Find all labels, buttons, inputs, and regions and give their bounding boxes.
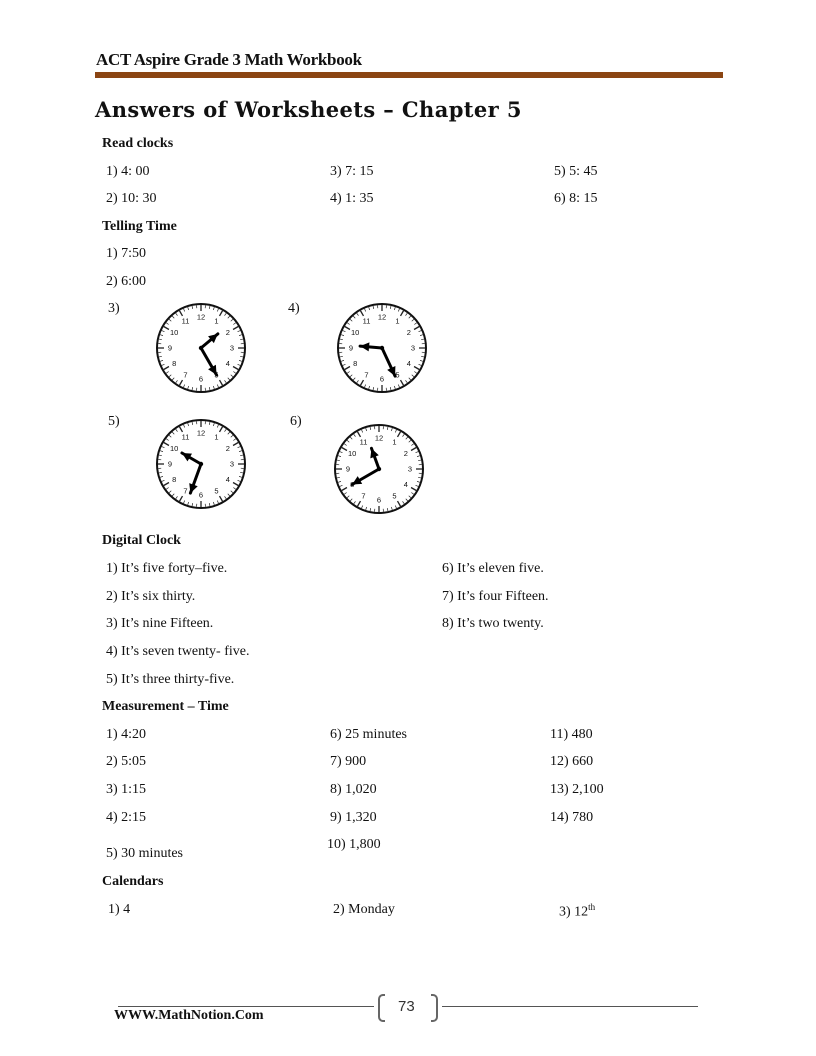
clock-numeral-12: 12 bbox=[196, 312, 206, 322]
measurement-item-6: 6) 25 minutes bbox=[330, 727, 407, 742]
clock-numeral-6: 6 bbox=[376, 495, 382, 505]
read-clocks-item-2: 2) 10: 30 bbox=[106, 191, 157, 206]
measurement-item-9: 9) 1,320 bbox=[330, 810, 377, 825]
clock-numeral-5: 5 bbox=[392, 491, 397, 501]
clock-numeral-11: 11 bbox=[181, 432, 190, 442]
clock-numeral-6: 6 bbox=[198, 490, 204, 500]
footer-rule-left bbox=[118, 1006, 374, 1007]
read-clocks-item-4: 4) 1: 35 bbox=[330, 191, 374, 206]
digital-clock-item-6: 6) It’s eleven five. bbox=[442, 561, 544, 576]
measurement-item-10: 10) 1,800 bbox=[327, 837, 381, 852]
read-clocks-item-5: 5) 5: 45 bbox=[554, 164, 598, 179]
digital-clock-item-1: 1) It’s five forty–five. bbox=[106, 561, 228, 576]
clock-numeral-4: 4 bbox=[406, 359, 411, 368]
clock-numeral-8: 8 bbox=[172, 359, 177, 368]
clock-numeral-9: 9 bbox=[167, 459, 173, 469]
book-title: ACT Aspire Grade 3 Math Workbook bbox=[96, 50, 362, 69]
clock-center-dot bbox=[377, 467, 381, 471]
clock-numeral-2: 2 bbox=[406, 328, 411, 337]
clock-numeral-3: 3 bbox=[410, 343, 416, 353]
calendars-item-3-suffix: th bbox=[588, 902, 596, 912]
clock-numeral-10: 10 bbox=[169, 444, 179, 453]
clock-face-5 bbox=[155, 418, 247, 510]
page-heading: Answers of Worksheets – Chapter 5 bbox=[95, 97, 522, 122]
clock-numeral-7: 7 bbox=[361, 491, 366, 501]
title-rule bbox=[95, 72, 723, 78]
digital-clock-item-7: 7) It’s four Fifteen. bbox=[442, 589, 549, 604]
calendars-item-3-text: 3) 12 bbox=[559, 904, 589, 920]
clock-numeral-1: 1 bbox=[395, 316, 400, 326]
clock-label-5: 5) bbox=[108, 414, 120, 429]
section-title-measurement-time: Measurement – Time bbox=[102, 699, 229, 714]
clock-face-4 bbox=[336, 302, 428, 394]
clock-numeral-7: 7 bbox=[183, 486, 188, 496]
measurement-item-5: 5) 30 minutes bbox=[106, 846, 183, 861]
measurement-item-1: 1) 4:20 bbox=[106, 727, 147, 742]
clock-numeral-2: 2 bbox=[225, 328, 230, 337]
page-number-bracket-left bbox=[378, 994, 385, 1022]
clock-numeral-9: 9 bbox=[167, 343, 173, 353]
read-clocks-item-3: 3) 7: 15 bbox=[330, 164, 374, 179]
clock-numeral-10: 10 bbox=[347, 449, 357, 458]
measurement-item-3: 3) 1:15 bbox=[106, 782, 147, 797]
digital-clock-item-5: 5) It’s three thirty-five. bbox=[106, 672, 235, 687]
clock-label-3: 3) bbox=[108, 301, 120, 316]
clock-label-4: 4) bbox=[288, 301, 300, 316]
section-title-digital-clock: Digital Clock bbox=[102, 533, 181, 548]
digital-clock-item-8: 8) It’s two twenty. bbox=[442, 616, 544, 631]
clock-numeral-11: 11 bbox=[359, 437, 368, 447]
measurement-item-4: 4) 2:15 bbox=[106, 810, 147, 825]
section-title-calendars: Calendars bbox=[102, 874, 164, 889]
clock-numeral-7: 7 bbox=[183, 370, 188, 380]
clock-numeral-11: 11 bbox=[362, 316, 371, 326]
measurement-item-13: 13) 2,100 bbox=[550, 782, 604, 797]
clock-numeral-6: 6 bbox=[198, 374, 204, 384]
clock-numeral-3: 3 bbox=[229, 343, 235, 353]
section-title-read-clocks: Read clocks bbox=[102, 136, 174, 151]
page-number: 73 bbox=[398, 998, 415, 1015]
clock-numeral-5: 5 bbox=[214, 486, 219, 496]
clock-numeral-6: 6 bbox=[379, 374, 385, 384]
read-clocks-item-6: 6) 8: 15 bbox=[554, 191, 598, 206]
telling-time-item-1: 1) 7:50 bbox=[106, 246, 147, 261]
clock-numeral-7: 7 bbox=[364, 370, 369, 380]
clock-numeral-9: 9 bbox=[345, 464, 351, 474]
clock-center-dot bbox=[199, 346, 203, 350]
footer-url: WWW.MathNotion.Com bbox=[114, 1008, 264, 1023]
clock-numeral-10: 10 bbox=[350, 328, 360, 337]
clock-numeral-10: 10 bbox=[169, 328, 179, 337]
clock-numeral-3: 3 bbox=[229, 459, 235, 469]
clock-numeral-8: 8 bbox=[172, 475, 177, 484]
calendars-item-3 bbox=[559, 902, 595, 921]
section-title-telling-time: Telling Time bbox=[102, 219, 177, 234]
page-number-bracket-right bbox=[431, 994, 438, 1022]
read-clocks-item-1: 1) 4: 00 bbox=[106, 164, 150, 179]
clock-numeral-4: 4 bbox=[225, 359, 230, 368]
clock-face-3 bbox=[155, 302, 247, 394]
measurement-item-14: 14) 780 bbox=[550, 810, 594, 825]
measurement-item-8: 8) 1,020 bbox=[330, 782, 377, 797]
clock-numeral-4: 4 bbox=[225, 475, 230, 484]
digital-clock-item-2: 2) It’s six thirty. bbox=[106, 589, 196, 604]
clock-numeral-12: 12 bbox=[196, 428, 206, 438]
calendars-item-2: 2) Monday bbox=[333, 902, 395, 917]
clock-numeral-2: 2 bbox=[225, 444, 230, 453]
clock-numeral-8: 8 bbox=[353, 359, 358, 368]
clock-numeral-12: 12 bbox=[377, 312, 387, 322]
footer-rule-right bbox=[442, 1006, 698, 1007]
measurement-item-11: 11) 480 bbox=[550, 727, 593, 742]
clock-numeral-1: 1 bbox=[214, 432, 219, 442]
measurement-item-12: 12) 660 bbox=[550, 754, 594, 769]
clock-numeral-3: 3 bbox=[407, 464, 413, 474]
measurement-item-2: 2) 5:05 bbox=[106, 754, 147, 769]
digital-clock-item-3: 3) It’s nine Fifteen. bbox=[106, 616, 214, 631]
clock-numeral-12: 12 bbox=[374, 433, 384, 443]
calendars-item-1: 1) 4 bbox=[108, 902, 131, 917]
clock-numeral-1: 1 bbox=[214, 316, 219, 326]
clock-center-dot bbox=[199, 462, 203, 466]
clock-numeral-11: 11 bbox=[181, 316, 190, 326]
clock-face-6 bbox=[333, 423, 425, 515]
telling-time-item-2: 2) 6:00 bbox=[106, 274, 147, 289]
clock-numeral-9: 9 bbox=[348, 343, 354, 353]
clock-numeral-2: 2 bbox=[403, 449, 408, 458]
clock-center-dot bbox=[380, 346, 384, 350]
measurement-item-7: 7) 900 bbox=[330, 754, 367, 769]
digital-clock-item-4: 4) It’s seven twenty- five. bbox=[106, 644, 250, 659]
clock-label-6: 6) bbox=[290, 414, 302, 429]
clock-numeral-1: 1 bbox=[392, 437, 397, 447]
clock-numeral-4: 4 bbox=[403, 480, 408, 489]
clock-numeral-5: 5 bbox=[395, 370, 400, 380]
